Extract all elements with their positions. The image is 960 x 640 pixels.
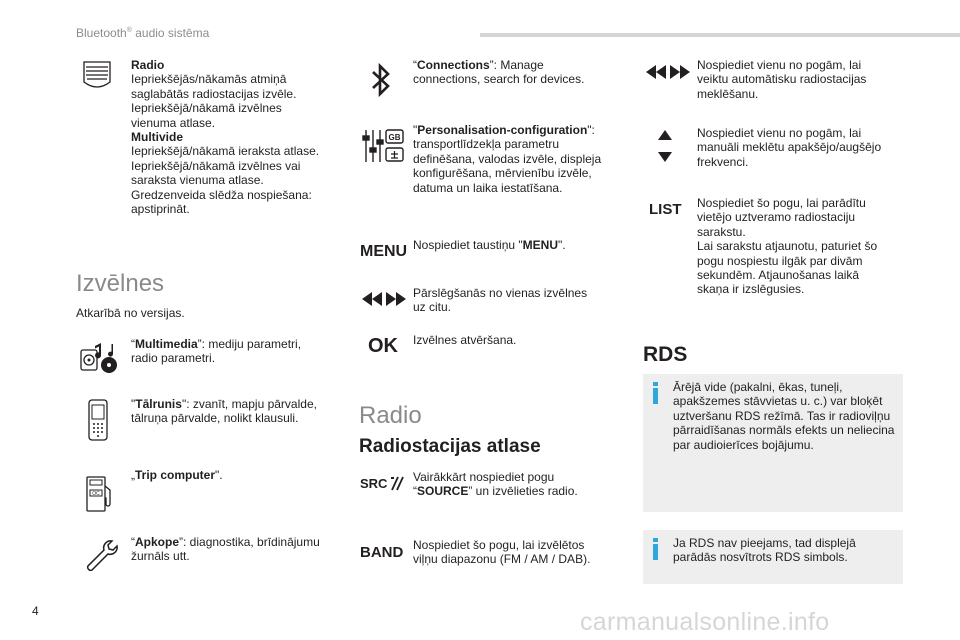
multimedia-icon [78, 340, 122, 376]
watermark: carmanualsonline.info [580, 608, 830, 636]
maintenance-menu-item: “Apkope”: diagnostika, brīdinājumu žurnāls utt. [131, 535, 320, 564]
band-button-description: Nospiediet šo pogu, lai izvēlētos viļņu diapazonu (FM / AM / DAB). [413, 538, 591, 567]
src-label: SRC [360, 476, 388, 491]
connections-menu-item: “Connections”: Manage connections, search for devices. [413, 58, 585, 87]
menu-button-description: Nospiediet taustiņu "MENU". [413, 238, 566, 252]
trip-computer-menu-item: „Trip computer". [131, 468, 223, 482]
wrench-icon [84, 538, 118, 574]
menu-button[interactable]: MENU [360, 243, 408, 260]
personalisation-configuration-icon [362, 126, 406, 166]
left-right-arrows-icon [362, 291, 406, 307]
header-bar [480, 33, 960, 37]
up-down-arrows-icon [657, 128, 673, 164]
source-button-description: Vairākkārt nospiediet pogu “SOURCE” un izvēlieties radio. [413, 470, 578, 499]
trip-computer-icon [84, 474, 116, 514]
source-button[interactable] [360, 474, 406, 492]
steering-wheel-control-icon [80, 60, 114, 94]
rds-note-environment: Ārējā vide (pakalni, ēkas, tuneļi, apakšzemes stāvvietas u. c.) var bloķēt uztveršanu RDS režīmā. Tas ir radioviļņu pārraidīšanas normāls efekts un neliecina par audioierīces bojājumu. [643, 374, 903, 512]
band-button[interactable]: BAND [360, 544, 404, 561]
phone-icon [87, 398, 109, 442]
seek-arrows-icon [646, 64, 690, 80]
radio-heading: Radio [359, 402, 422, 429]
rds-note-unavailable: Ja RDS nav pieejams, tad displejā parādās nosvītrots RDS simbols. [643, 530, 903, 584]
menus-heading: Izvēlnes [76, 270, 165, 297]
ok-button[interactable]: OK [368, 335, 398, 357]
list-button[interactable]: LIST [649, 201, 682, 218]
multimedia-menu-item: “Multimedia”: mediju parametri, radio parametri. [131, 337, 302, 366]
list-button-description: Nospiediet šo pogu, lai parādītu vietējo uztveramo radiostaciju sarakstu. Lai sarakstu atjaunotu, paturiet šo pogu nospiestu ilgāk par divām sekundēm. Atjaunošanas laikā skaņa ir izslēgusies. [697, 196, 878, 297]
phone-menu-item: "Tālrunis": zvanīt, mapju pārvalde, tālruņa pārvalde, nolikt klausuli. [131, 397, 317, 426]
info-icon [653, 538, 658, 560]
personalisation-menu-item: "Personalisation-configuration": transportlīdzekļa parametru definēšana, valodas izvēle, displeja konfigurēšana, mērvienību izvēle, datuma un laika iestatīšana. [413, 123, 602, 195]
running-header: Bluetooth® audio sistēma [76, 26, 210, 40]
menu-switch-description: Pārslēgšanās no vienas izvēlnes uz citu. [413, 286, 588, 315]
page-number: 4 [32, 604, 39, 618]
ok-button-description: Izvēlnes atvēršana. [413, 333, 517, 347]
svg-text:OC: OC [92, 491, 100, 497]
station-selection-heading: Radiostacijas atlase [359, 436, 541, 457]
manual-seek-description: Nospiediet vienu no pogām, lai manuāli meklētu apakšējo/augšējo frekvenci. [697, 126, 882, 169]
info-icon [653, 382, 658, 404]
bluetooth-icon [370, 62, 392, 98]
gb-label: GB [388, 133, 401, 142]
auto-seek-description: Nospiediet vienu no pogām, lai veiktu automātisku radiostacijas meklēšanu. [697, 58, 867, 101]
rds-heading: RDS [643, 343, 688, 366]
radio-multimedia-description: Radio Iepriekšējās/nākamās atmiņā saglabātās radiostacijas izvēle. Iepriekšējā/nākamā izvēlnes vienuma atlase. Multivide Iepriekšējā/nākamā ieraksta atlase. Iepriekšējā/nākamā izvēlnes vai saraksta vienuma atlase. Gredzenveida slēdža nospiešana: apstiprināt. [131, 58, 320, 217]
menus-subtitle: Atkarībā no versijas. [76, 306, 185, 320]
